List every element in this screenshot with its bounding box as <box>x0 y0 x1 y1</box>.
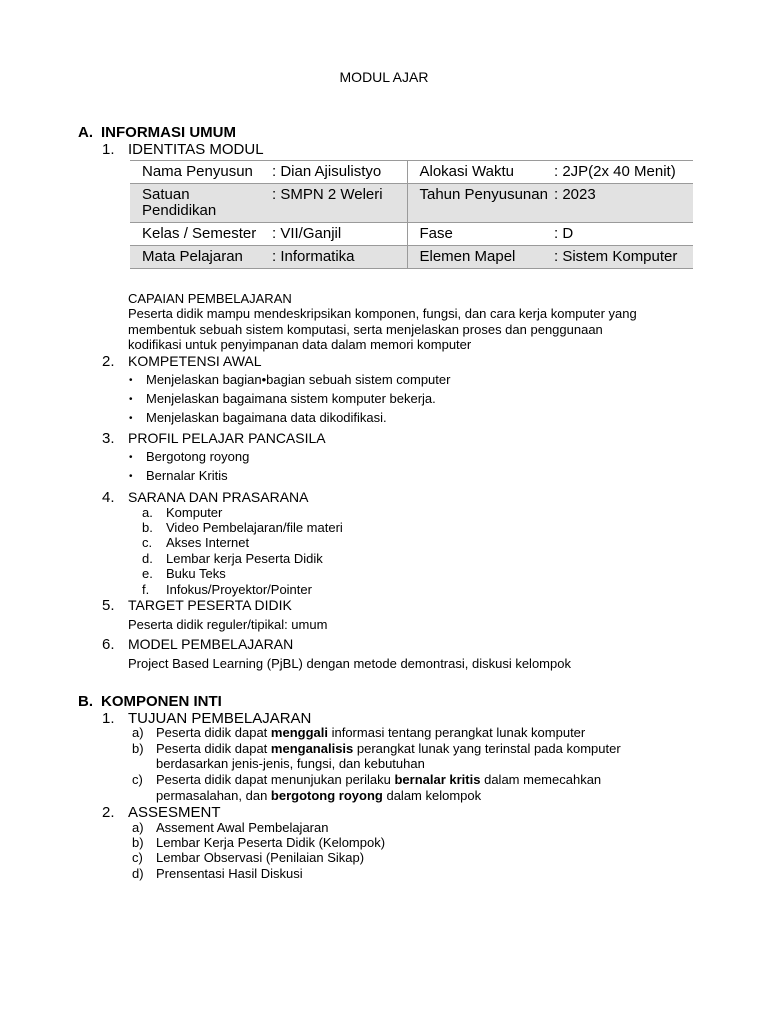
table-cell-value: : Informatika <box>268 246 407 269</box>
table-cell-value: : Sistem Komputer <box>550 246 693 269</box>
bold-text: menganalisis <box>270 741 354 756</box>
list-item: Menjelaskan bagaimana sistem komputer bekerja. <box>146 391 436 406</box>
list-item: Assement Awal Pembelajaran <box>156 820 329 835</box>
list-item: Buku Teks <box>166 566 226 581</box>
list-item: Lembar Kerja Peserta Didik (Kelompok) <box>156 835 386 850</box>
list-item: Menjelaskan bagaimana data dikodifikasi. <box>146 410 387 425</box>
tujuan-item-b <box>156 741 621 756</box>
sarana-number: 4. <box>102 489 115 506</box>
list-item: Akses Internet <box>166 535 250 550</box>
bold-text: bergotong royong <box>270 788 383 803</box>
capaian-title: CAPAIAN PEMBELAJARAN <box>128 291 292 306</box>
capaian-line: Peserta didik mampu mendeskripsikan komponen, fungsi, dan cara kerja komputer yang <box>128 306 637 321</box>
capaian-line: kodifikasi untuk penyimpanan data dalam memori komputer <box>128 337 472 352</box>
section-a-title: INFORMASI UMUM <box>101 124 236 141</box>
table-cell-value: : Dian Ajisulistyo <box>268 161 407 184</box>
target-number: 5. <box>102 597 115 614</box>
table-cell-value: : VII/Ganjil <box>268 223 407 246</box>
profil-title: PROFIL PELAJAR PANCASILA <box>128 430 326 446</box>
table-cell-value: : 2JP(2x 40 Menit) <box>554 163 676 180</box>
text-span: Peserta didik dapat <box>156 725 271 740</box>
list-letter: a) <box>132 820 144 835</box>
identity-table <box>130 160 693 269</box>
list-item: Menjelaskan bagian•bagian sebuah sistem computer <box>146 372 451 387</box>
list-letter: c. <box>142 535 153 550</box>
table-row <box>130 246 693 269</box>
tujuan-item-a <box>156 725 585 740</box>
tujuan-title: TUJUAN PEMBELAJARAN <box>128 710 312 727</box>
text-span: dalam memecahkan <box>480 772 602 787</box>
assesment-number: 2. <box>102 804 115 821</box>
table-row <box>130 223 693 246</box>
tujuan-item-c <box>156 772 601 787</box>
text-span: Peserta didik dapat <box>156 741 271 756</box>
bullet-icon: • <box>129 375 133 386</box>
list-item: Komputer <box>166 505 223 520</box>
identitas-title: IDENTITAS MODUL <box>128 141 264 158</box>
table-cell-value: : D <box>554 225 574 242</box>
model-text: Project Based Learning (PjBL) dengan metode demontrasi, diskusi kelompok <box>128 656 571 671</box>
target-text: Peserta didik reguler/tipikal: umum <box>128 617 328 632</box>
capaian-line: membentuk sebuah sistem komputasi, serta menjelaskan proses dan penggunaan <box>128 322 603 337</box>
text-span: dalam kelompok <box>382 788 482 803</box>
list-letter: d) <box>132 866 144 881</box>
table-cell-label: Elemen Mapel <box>407 246 550 269</box>
list-letter: c) <box>132 772 143 787</box>
section-b-label: B. <box>78 693 93 710</box>
text-span: perangkat lunak yang terinstal pada komputer <box>353 741 621 756</box>
table-cell-label: Satuan Pendidikan <box>130 184 268 223</box>
list-letter: b. <box>142 520 153 535</box>
list-letter: c) <box>132 850 143 865</box>
table-cell-label: Fase <box>419 225 453 242</box>
table-row <box>130 184 693 223</box>
model-title: MODEL PEMBELAJARAN <box>128 636 294 652</box>
list-item: Lembar Observasi (Penilaian Sikap) <box>156 850 365 865</box>
identitas-number: 1. <box>102 141 115 158</box>
text-span: Peserta didik dapat menunjukan perilaku <box>156 772 395 787</box>
tujuan-item-c-line2 <box>156 788 481 803</box>
list-item: Video Pembelajaran/file materi <box>166 520 343 535</box>
text-span: informasi tentang perangkat lunak komputer <box>327 725 586 740</box>
text-span: permasalahan, dan <box>156 788 271 803</box>
list-letter: d. <box>142 551 153 566</box>
table-cell-label: Nama Penyusun <box>142 163 253 180</box>
table-cell-value: : 2023 <box>550 184 693 223</box>
bold-text: menggali <box>270 725 328 740</box>
section-b-title: KOMPONEN INTI <box>101 693 222 710</box>
list-letter: b) <box>132 741 144 756</box>
table-cell-label: Kelas / Semester <box>142 225 257 242</box>
section-a-label: A. <box>78 124 93 141</box>
list-item: Infokus/Proyektor/Pointer <box>166 582 312 597</box>
kompetensi-number: 2. <box>102 353 115 370</box>
tujuan-item-b-line2: berdasarkan jenis-jenis, fungsi, dan kebutuhan <box>156 756 425 771</box>
list-letter: e. <box>142 566 153 581</box>
list-letter: f. <box>142 582 150 597</box>
bullet-icon: • <box>129 413 133 424</box>
table-cell-value: : SMPN 2 Weleri <box>268 184 407 223</box>
list-letter: a) <box>132 725 144 740</box>
kompetensi-title: KOMPETENSI AWAL <box>128 353 262 369</box>
table-cell-label: Alokasi Waktu <box>419 163 514 180</box>
bold-text: bernalar kritis <box>394 772 481 787</box>
bullet-icon: • <box>129 394 133 405</box>
list-letter: a. <box>142 505 153 520</box>
bullet-icon: • <box>129 471 133 482</box>
target-title: TARGET PESERTA DIDIK <box>128 597 292 613</box>
list-item: Prensentasi Hasil Diskusi <box>156 866 303 881</box>
profil-number: 3. <box>102 430 115 447</box>
list-item: Bernalar Kritis <box>146 468 228 483</box>
model-number: 6. <box>102 636 115 653</box>
bullet-icon: • <box>129 452 133 463</box>
list-letter: b) <box>132 835 144 850</box>
table-cell-label: Mata Pelajaran <box>130 246 268 269</box>
list-item: Bergotong royong <box>146 449 250 464</box>
table-row <box>130 161 693 184</box>
document-title: MODUL AJAR <box>339 69 429 85</box>
table-cell-label: Tahun Penyusunan <box>407 184 550 223</box>
assesment-title: ASSESMENT <box>128 804 221 821</box>
sarana-title: SARANA DAN PRASARANA <box>128 489 309 505</box>
list-item: Lembar kerja Peserta Didik <box>166 551 323 566</box>
tujuan-number: 1. <box>102 710 115 727</box>
